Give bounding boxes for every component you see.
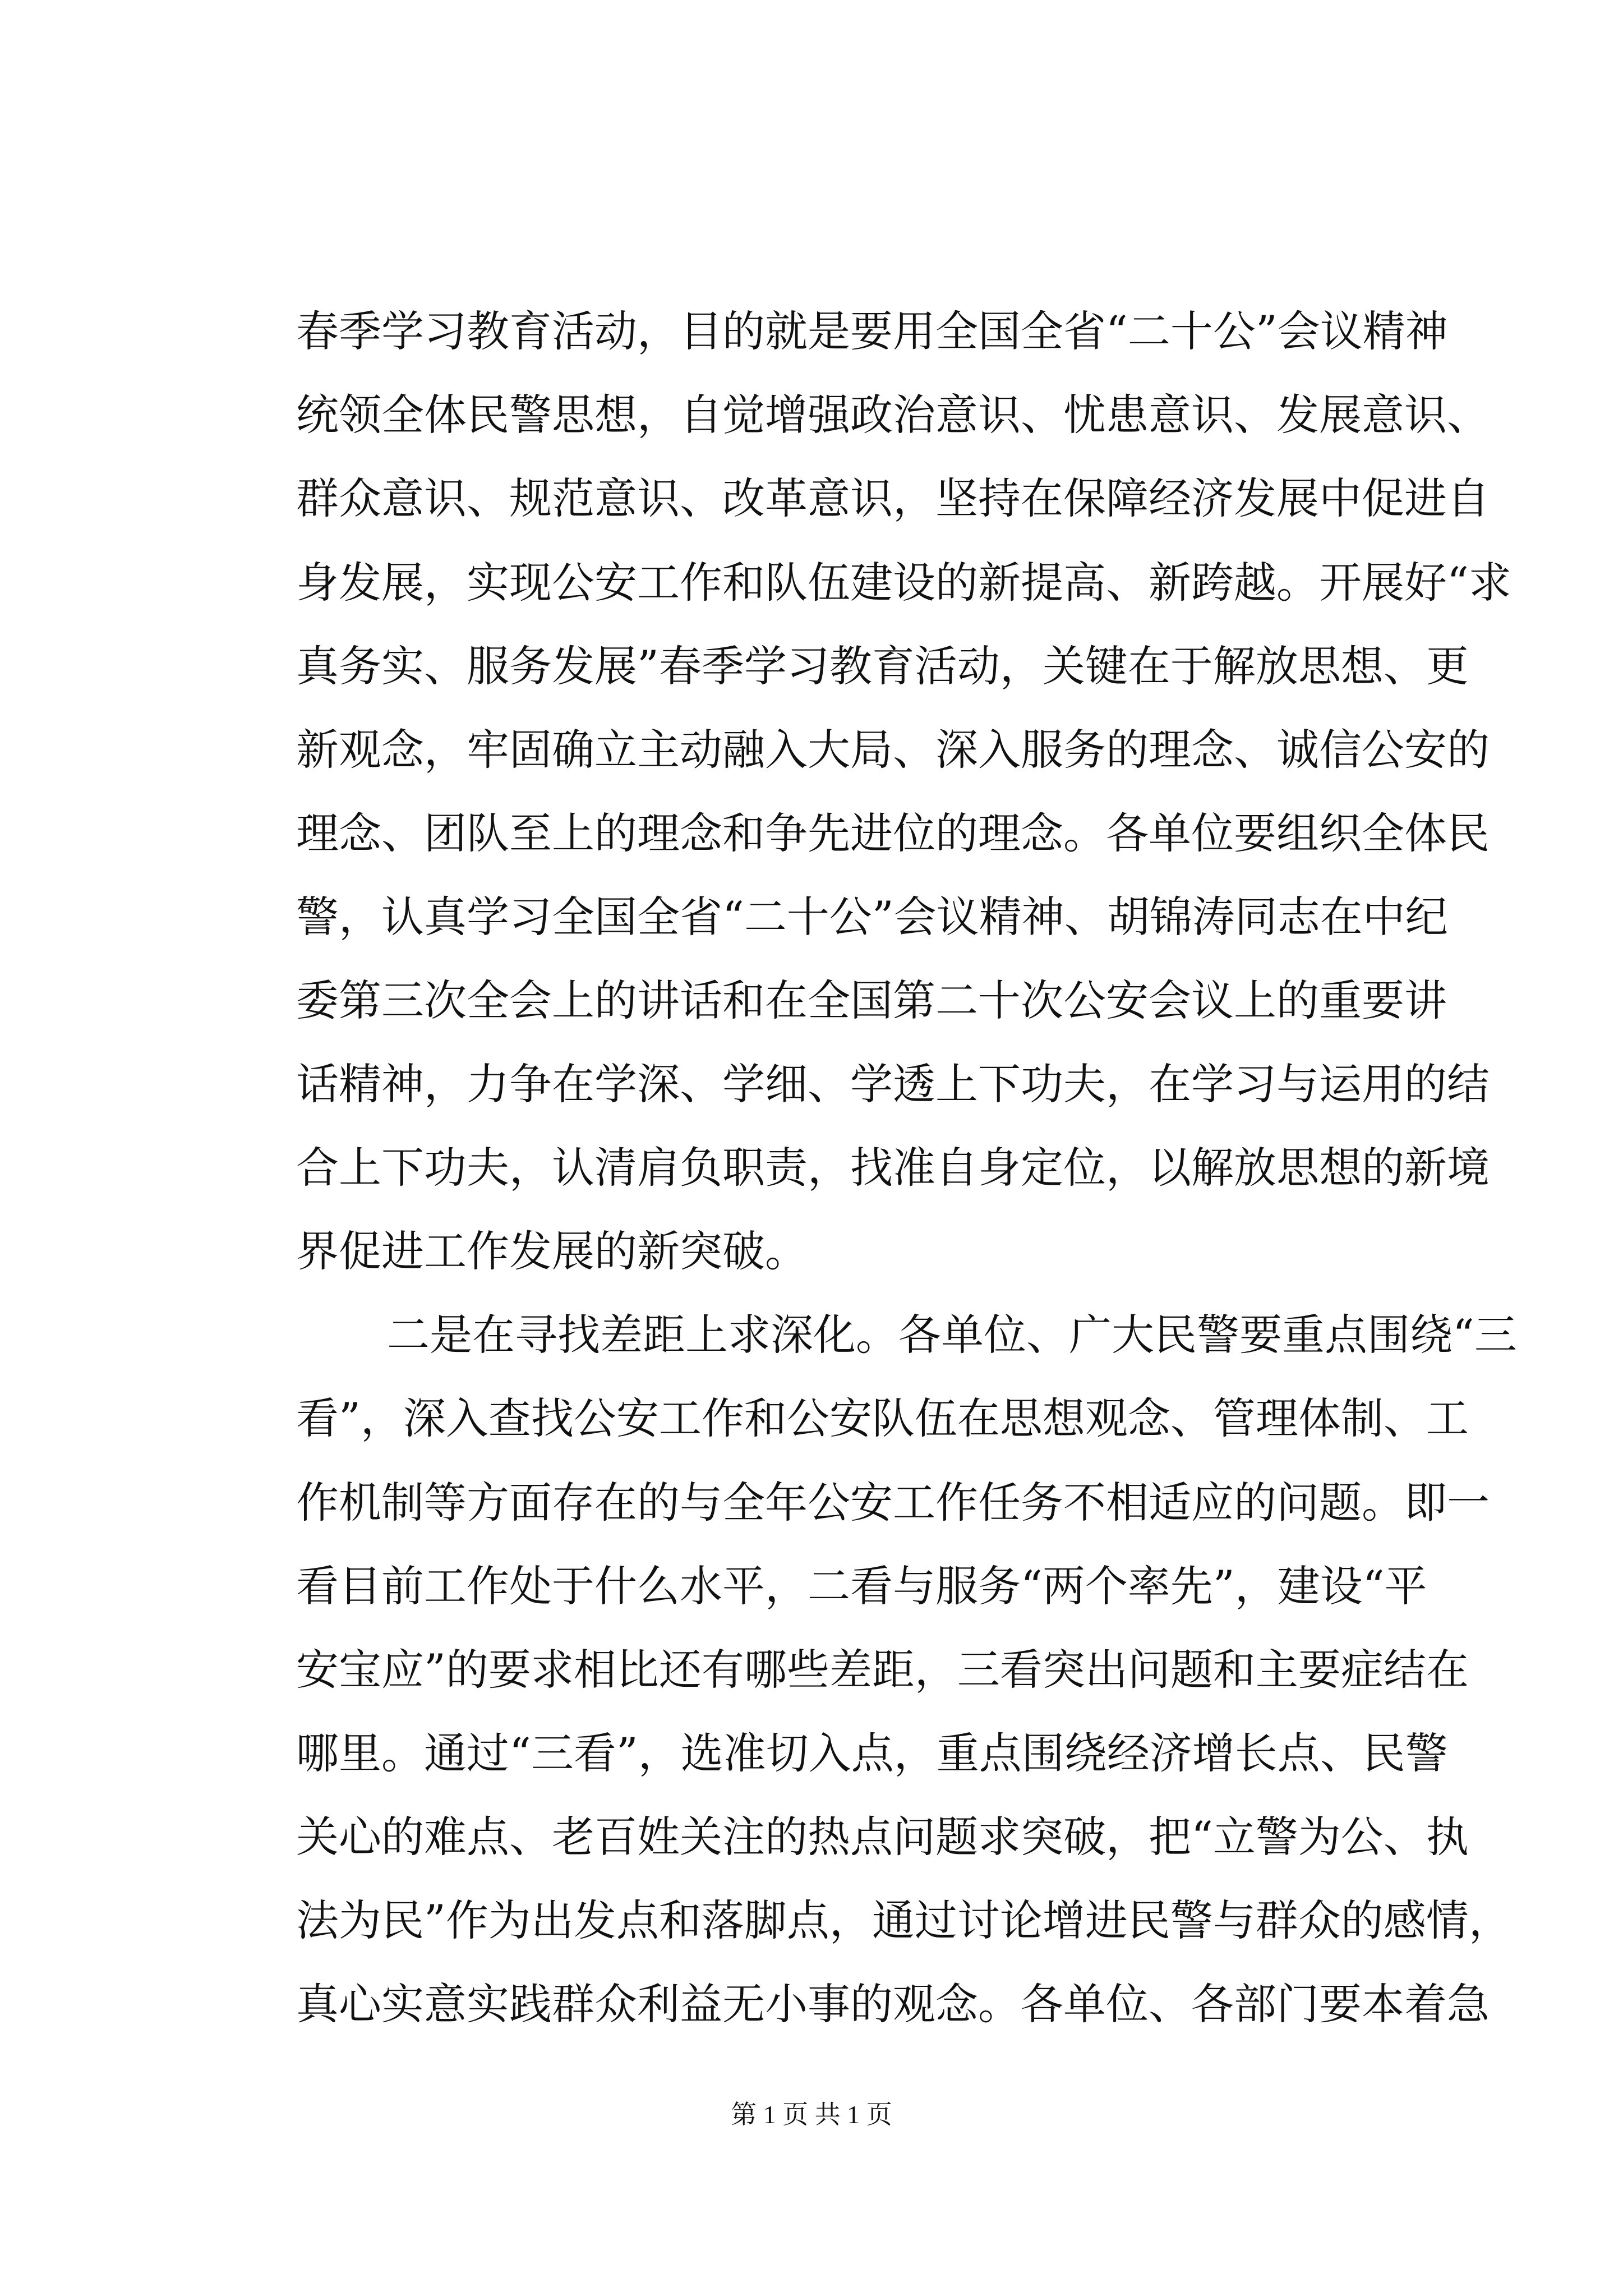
text-line: 春季学习教育活动，目的就是要用全国全省“二十公”会议精神 [296, 306, 1448, 356]
text-line: 真心实意实践群众利益无小事的观念。各单位、各部门要本着急 [296, 1979, 1490, 2029]
text-line: 看目前工作处于什么水平，二看与服务“两个率先”，建设“平 [296, 1561, 1427, 1611]
text-line: 身发展，实现公安工作和队伍建设的新提高、新跨越。开展好“求 [296, 558, 1511, 608]
text-line: 作机制等方面存在的与全年公安工作任务不相适应的问题。即一 [296, 1478, 1490, 1527]
text-line: 群众意识、规范意识、改革意识，坚持在保障经济发展中促进自 [296, 473, 1490, 523]
text-line: 真务实、服务发展”春季学习教育活动，关键在于解放思想、更 [296, 641, 1469, 691]
text-line: 关心的难点、老百姓关注的热点问题求突破，把“立警为公、执 [296, 1812, 1469, 1862]
text-line: 统领全体民警思想，自觉增强政治意识、忧患意识、发展意识、 [296, 390, 1490, 440]
text-line: 委第三次全会上的讲话和在全国第二十次公安会议上的重要讲 [296, 976, 1447, 1025]
text-line: 新观念，牢固确立主动融入大局、深入服务的理念、诚信公安的 [296, 725, 1490, 775]
text-line: 界促进工作发展的新突破。 [296, 1226, 808, 1276]
text-line: 法为民”作为出发点和落脚点，通过讨论增进民警与群众的感情， [296, 1895, 1511, 1945]
text-line: 合上下功夫，认清肩负职责，找准自身定位，以解放思想的新境 [296, 1143, 1490, 1193]
paragraph-first-line: 二是在寻找差距上求深化。各单位、广大民警要重点围绕“三 [387, 1310, 1517, 1360]
text-line: 安宝应”的要求相比还有哪些差距，三看突出问题和主要症结在 [296, 1645, 1469, 1695]
text-line: 话精神，力争在学深、学细、学透上下功夫，在学习与运用的结 [296, 1059, 1490, 1109]
text-line: 哪里。通过“三看”，选准切入点，重点围绕经济增长点、民警 [296, 1728, 1448, 1778]
text-line: 看”，深入查找公安工作和公安队伍在思想观念、管理体制、工 [296, 1393, 1469, 1443]
text-line: 理念、团队至上的理念和争先进位的理念。各单位要组织全体民 [296, 808, 1490, 858]
page-footer: 第 1 页 共 1 页 [731, 2100, 892, 2129]
text-line: 警，认真学习全国全省“二十公”会议精神、胡锦涛同志在中纪 [296, 892, 1448, 942]
